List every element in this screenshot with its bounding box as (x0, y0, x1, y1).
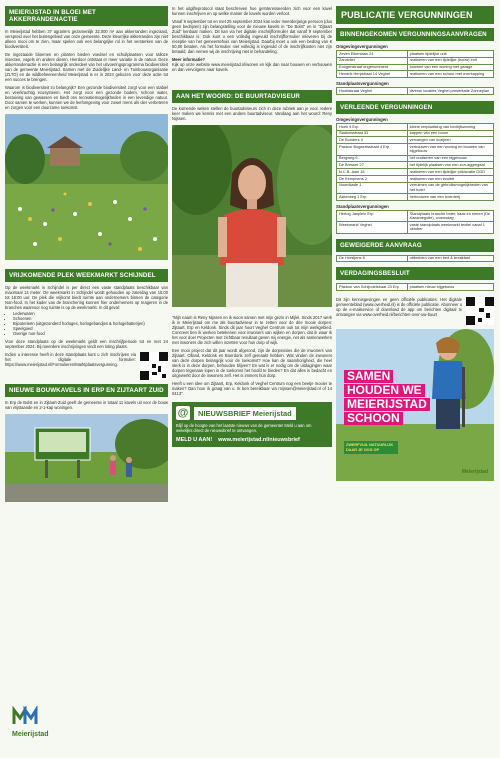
table-row (337, 123, 494, 130)
address-cell: Kruigenstraat ongenummerd (337, 64, 408, 71)
description-cell: plaatsen nieuw bijgebouw (407, 284, 493, 291)
address-cell: De Bunders 4 (337, 137, 408, 144)
address-cell: Zandvliet (337, 57, 408, 64)
address-cell: Hoek 9 Erp (337, 123, 408, 130)
publication-title: PUBLICATIE VERGUNNINGEN (336, 6, 494, 24)
table-row (337, 137, 494, 144)
table-row (337, 144, 494, 155)
heading-verdaging: VERDAGINGSBESLUIT (336, 267, 494, 280)
heading-buurtadviseur: AAN HET WOORD: DE BUURTADVISEUR (172, 90, 332, 103)
table-row (337, 284, 494, 291)
address-cell: N.C.B.-laan 18 (337, 169, 408, 176)
heading-bouwkavels: NIEUWE BOUWKAVELS IN ERP EN ZIJTAART ZUID (5, 384, 168, 397)
address-cell: De Horstjens 6 (337, 255, 408, 262)
qr-code-icon[interactable] (140, 352, 168, 380)
description-cell: kappen van een boom (407, 130, 493, 137)
heading-geweigerd: GEWEIGERDE AANVRAAG (336, 239, 494, 252)
address-cell: Bergweg 6 (337, 155, 408, 162)
description-cell: plaatsen tijdelijke unit (407, 51, 493, 58)
address-cell: Hendrik Herpstraat 14 Veghel (337, 71, 408, 78)
list-item: • Bijouterieën (uitgezonderd horloges, horlogebandjes & horlogebatterijen) (13, 321, 168, 326)
address-cell: Akkerweg 1 Erp (337, 194, 408, 201)
qr-code-icon[interactable] (466, 297, 494, 325)
paragraph: In Erp de Bolst en in Zijtaart-Zuid geeft de gemeente in totaal 11 kavels uit voor de bouw van vrijstaande en 2-1-kap woningen. (5, 400, 168, 410)
table-row (337, 57, 494, 64)
table-row (337, 71, 494, 78)
table-row (337, 169, 494, 176)
table-row (337, 51, 494, 58)
address-cell: Weekmarkt Veghel (337, 222, 408, 233)
permit-table (336, 123, 494, 201)
campaign-line: SAMEN (344, 370, 393, 383)
subheading: Omgevingsvergunningen (336, 44, 388, 49)
description-cell: kleine verplaatsing van bedrijfswoning (407, 123, 493, 130)
paragraph: Heeft u een idee om Zijtaart, Erp, Keldonk of Veghel Centrum nog een beetje mooier te maken? Dan hoor ik graag van u. Ik ben bereikbaar via rnijssen@meierijstad.nl of 14 0413". (172, 381, 332, 396)
newsletter-text: Blijf op de hoogte van het laatste nieuws van de gemeente! Meld u aan om wekelijks direct de nieuwsbrief te ontvangen. (176, 423, 312, 433)
list-item: • Schoenen (13, 316, 168, 321)
subheading: Standplaatsvergunningen (336, 81, 389, 87)
logo-text: Meierijstad (12, 731, 49, 738)
paragraph: Waarom is biodiversiteit zo belangrijk? Een gezonde biodiversiteit zorgt voor een stabiel en veerkrachtig ecosysteem. Het zorgt voor een gezonde bodem, schoon water, bestuiving van gewassen en biedt ons recreatiemogelijkheden in een levendige natuur. Door samen te werken, kunnen we de leefomgeving voor zowel mens als dier verbeteren en zorgen voor een duurzame toekomst. (5, 85, 168, 110)
column-middle (172, 6, 332, 447)
paragraph-form-link[interactable]: Indien u interesse heeft in deze standplaats kunt u zich inschrijven via het digitale formulier: https://www.meierijstad.nl/Formulieren/Marktplaatsvergunning. (5, 352, 136, 367)
permit-table (336, 283, 494, 291)
address-cell: Noordkade 1 (337, 182, 408, 193)
branches-list (13, 311, 168, 336)
permit-table (336, 50, 494, 78)
paragraph: In Meierijstad hebben 37 agrariërs gezamenlijk 32.000 m² aan akkerranden ingezaaid, verspreid over het buitengebied van onze gemeente. Deze kleurrijke akkerranden zijn niet alleen mooi om te zien, maar spelen ook een belangrijke rol in het versterken van de biodiversiteit. (5, 29, 168, 49)
permit-table (336, 255, 494, 263)
paragraph: De komende weken stellen de buurtadviseurs zich in deze rubriek aan je voor. Iedere keer maken we kennis met een andere buurtadviseur. Vandaag aan het woord: Reny Nijssen. (172, 106, 332, 121)
list-item: • Overige non-food (13, 331, 168, 336)
campaign-poster (336, 329, 494, 481)
paragraph: "Mijn naam is Reny Nijssen en ik woon samen met mijn gezin in Mijlel. Sinds 2017 werk ik in Meierijstad om me als buurtadviseur in te zetten voor de drie mooie dorpen: Zijtaart, Erp en Keldonk. Sinds dit jaar hoort Veghel Centrum ook tot mijn werkgebied. Concreet ben ik werken betekenen voor inwoners van wijken en dorpen, dat ik waar ik het voor doe! Projecten met zichtbaar resultaat geven mij energie, net als samenwerken met inwoners die zich willen inzetten voor hun dorp of wijk. (172, 315, 332, 345)
description-cell: vaste standplaats weekmarkt textiel vanaf 1 oktober (407, 222, 493, 233)
address-cell: Pastoor van Schijndelstraat 23 Erp (337, 284, 408, 291)
heading-verleend: VERLEENDE VERGUNNINGEN (336, 101, 494, 114)
address-cell: De Kemphens 2 (337, 175, 408, 182)
permit-table (336, 87, 494, 95)
description-cell: herbouwen van een boerderij (407, 194, 493, 201)
campaign-logo: Meierijstad (461, 469, 488, 476)
address-cell: Hoofdstraat Veghel (337, 88, 408, 95)
description-cell: diverse locaties Veghel presentatie Zonneplan (407, 88, 493, 95)
column-right (336, 6, 494, 481)
paragraph: Op de weekmarkt in Schijndel is per direct een vaste standplaats beschikbaar van maximaal 14 meter. De weekmarkt in Schijndel wordt gehouden op zaterdag van 10.00 tot 16:00 uur. De plek die vrijkomt biedt ruimte aan ondernemers binnen de categorie Non-food. In het kader van de branchering kunnen hier ondernemers op reageren in de branches waarvoor nog ruimte is op de weekmarkt. In dit geval: (5, 285, 168, 310)
description-cell: het realiseren van een bijgebouw (407, 155, 493, 162)
campaign-line: SCHOON (344, 412, 403, 425)
table-row (337, 194, 494, 201)
subheading: Omgevingsvergunningen (336, 116, 388, 122)
akkerrand-photo (5, 114, 168, 265)
description-cell: verruimen van de gebruiksmogelijkheden van het hotel (407, 182, 493, 193)
table-row (337, 210, 494, 221)
subheading: Standplaatsvergunningen (336, 203, 389, 209)
paragraph-website[interactable]: Kijk op onze website www.meierijstad.nl/wonen en kijk dan naar bouwen en verbouwen en dan vervolgens naar kavels. (172, 62, 332, 72)
paragraph: Voor deze standplaats op de weekmarkt geldt een inschrijfperiode tot en met 24 september 2024. Bij meerdere inschrijvingen vindt een loting plaats. (5, 339, 168, 349)
newsletter-url[interactable]: www.meierijstad.nl/nieuwsbrief (218, 437, 300, 443)
campaign-sticker: ZWERFVUIL NATUURLIJK DAAR JE OOG OP (344, 441, 398, 454)
table-row (337, 182, 494, 193)
portrait-photo (172, 125, 332, 312)
description-cell: realiseren van een schuur met overkapping (407, 71, 493, 78)
table-row (337, 222, 494, 233)
list-item: • Speelgoed (13, 326, 168, 331)
paragraph: Vanaf 9 september tot en met 25 september 2024 kan ieder meerderjarige persoon (dus geen bedrijven) zijn belangstelling voor de nieuwe kavels in "De Bolst" en in "Zijtaart Zuid" kenbaar maken. Dit kan via het digitale inschrijfformulier dat vanaf 9 september beschikbaar is. Ook kunt u een volledig ingevuld inschrijfformulier inleveren bij de receptie van het gemeentehuis van Meierijstad. Daarbij moet u ook een bedrag van € 50,00 betalen. Als het formulier niet volledig is ingevuld of de inschrijfkosten niet zijn betaald, dan nemen wij de inschrijving niet in behandeling. (172, 19, 332, 54)
description-cell: bouwen van een woning met garage (407, 64, 493, 71)
newsletter-banner[interactable] (172, 402, 332, 447)
table-row (337, 255, 494, 262)
list-item: • Lederwaren (13, 311, 168, 316)
campaign-line: HOUDEN WE (344, 384, 425, 397)
campaign-line: MEIERIJSTAD (344, 398, 430, 411)
description-cell: Standplaats branche boter, kaas en eieren (De Kaasmegotie), woensdag (407, 210, 493, 221)
description-cell: vervangen van kozijnen (407, 137, 493, 144)
table-row (337, 88, 494, 95)
permit-table (336, 210, 494, 234)
address-cell: Stationsstraat 33 (337, 130, 408, 137)
heading-binnengekomen: BINNENGEKOMEN VERGUNNINGSAANVRAGEN (336, 28, 494, 41)
description-cell: het tijdelijk plaatsen van een zon-aggregaat (407, 162, 493, 169)
address-cell: Hertog Janplein Erp (337, 210, 408, 221)
table-row (337, 130, 494, 137)
table-row (337, 155, 494, 162)
heading-weekmarkt: VRIJKOMENDE PLEK WEEKMARKT SCHIJNDEL (5, 269, 168, 282)
description-cell: uitbreiden van een bed & breakfast (407, 255, 493, 262)
newsletter-cta[interactable]: MELD U AAN! (176, 437, 213, 443)
paragraph: De ingezaaide bloemen en planten bieden voedsel en schuilplaatsen voor talloze insecten, vogels en andere dieren. Hierdoor ontstaat er meer variatie in de natuur. Deze akkerrandenactie is een belangrijk onderdeel van het uitvoeringsprogramma biodiversiteit van de gemeente Meierijstad. Samen met de Zuidelijke Land- en Tuinbouworganisatie (ZLTO) en de wildbeheereenheid Meierijstad is er in 2024 gekozen voor deze actie tot een succes te brengen. (5, 52, 168, 82)
disclaimer-text: Dit zijn kennisgevingen en geen officiële publicaties. Het digitale gemeenteblad (www.overheid.nl) is de officiële publicatie. Abonneer u op de e-mailservice of download de app om berichten digitaal te ontvangen via www.overheid.nl/berichten-over-uw-buurt (336, 297, 462, 318)
column-left (5, 6, 168, 507)
address-cell: Zeven Eikenlaan 24 (337, 51, 408, 58)
description-cell: realiseren van een tijdelijke (bouw) inrit (407, 57, 493, 64)
newsletter-title: NIEUWSBRIEF Meierijstad (194, 407, 296, 420)
description-cell: realiseren van een tijdelijke prikiocatie GGD (407, 169, 493, 176)
meierijstad-logo (12, 706, 72, 738)
description-cell: verbouwen van een woning en bouwen van bijgebouw (407, 144, 493, 155)
paragraph: In het uitgifteprotocol staat beschreven hoe geïnteresseerden zich voor een kavel kunnen inschrijven en op welke manier de kavels worden verloot. (172, 6, 332, 16)
at-icon: @ (177, 407, 189, 419)
logo-icon (12, 706, 38, 726)
bouwkavels-photo (5, 414, 168, 507)
heading-akkerranden: MEIERIJSTAD IN BLOEI MET AKKERRANDENACTIE (5, 6, 168, 26)
address-cell: Pastoor Bogaertsstraat 4 Erp (337, 144, 408, 155)
paragraph: Een mooi project dat dit jaar wordt afgerond, zijn de dorpsvisies die de inwoners van Zijtaart, Olland, Keldonk en Boerdonk zelf gemaakt hebben. Wat vinden de inwoners van deze dorpen belangrijk voor de toekomst? Hoe kan de saamhorigheid, die heel sterk is in deze dorpen, behouden blijven? En wat is er nodig om de uitdagingen waar dorpen tegenaan lopen in de toekomst het hoofd te bieden? En dat alles is bedacht en uitgewerkt door de inwoners zelf. Het is immers hún dorp. (172, 348, 332, 378)
more-info-title: Meer informatie? (172, 57, 205, 62)
address-cell: De Bresser 27 (337, 162, 408, 169)
table-row (337, 64, 494, 71)
description-cell: realiseren van een in/uitrit (407, 175, 493, 182)
table-row (337, 175, 494, 182)
table-row (337, 162, 494, 169)
